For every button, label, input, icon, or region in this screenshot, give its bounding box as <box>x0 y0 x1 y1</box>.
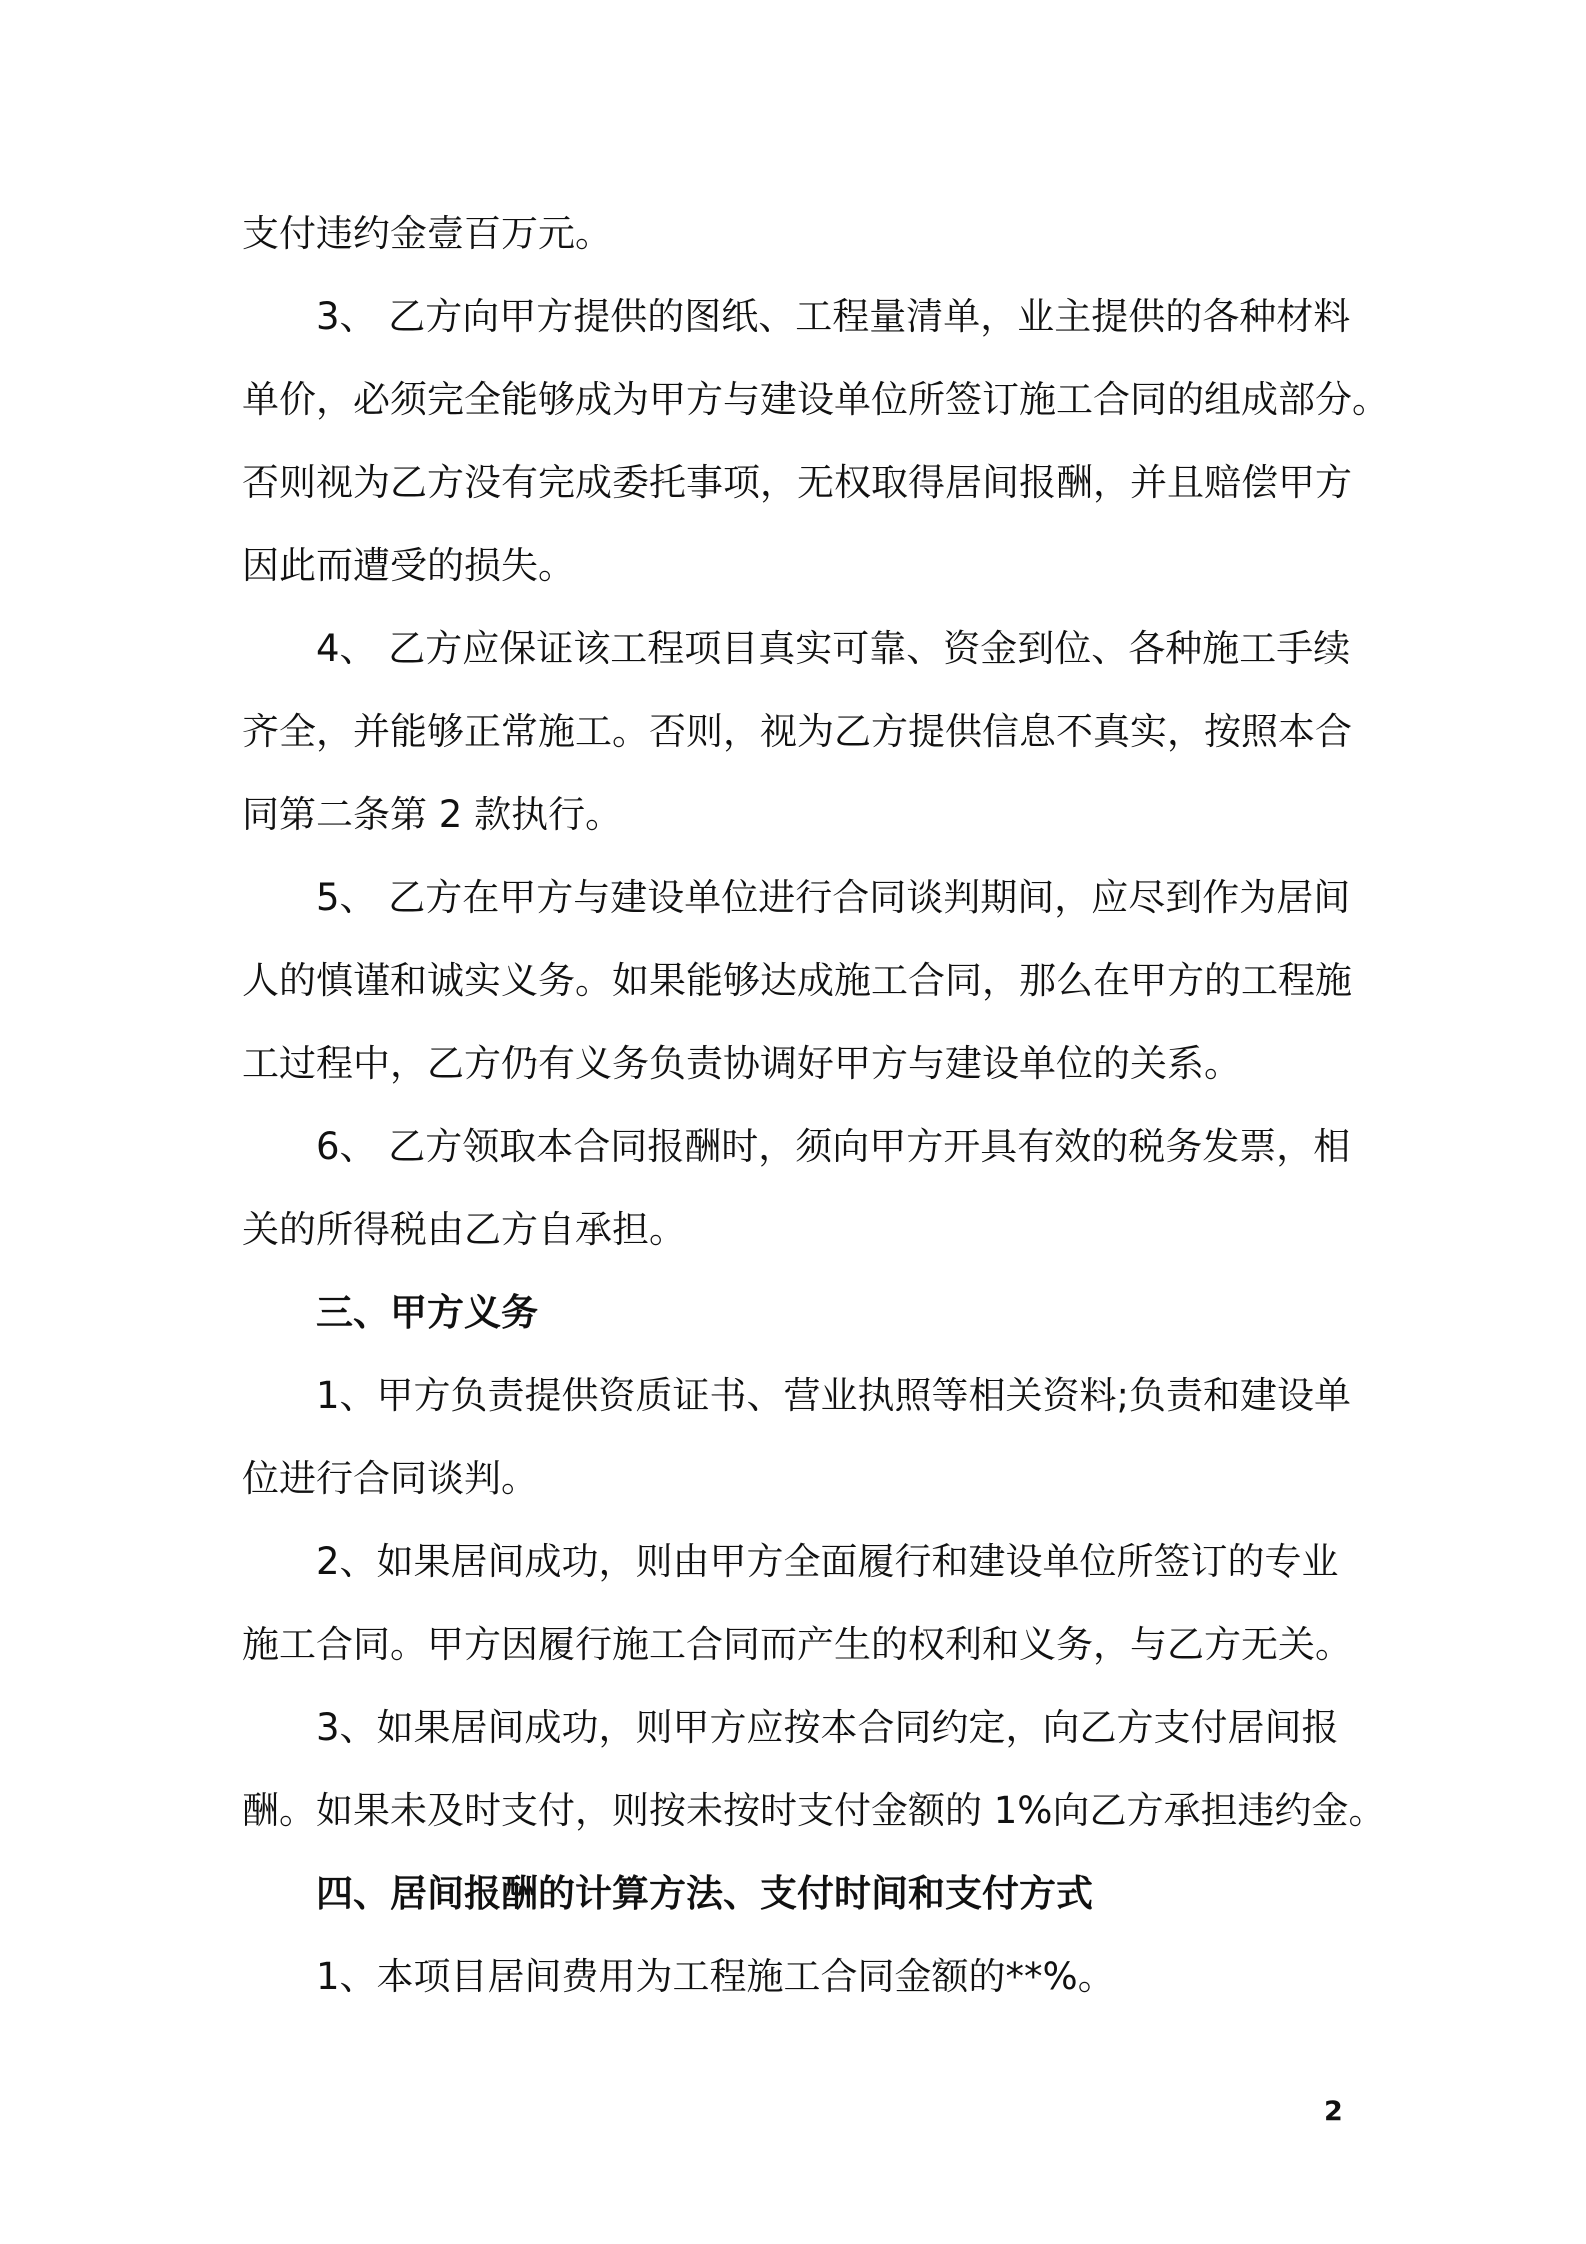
paragraph-line: 齐全，并能够正常施工。否则，视为乙方提供信息不真实，按照本合 <box>242 710 1352 753</box>
paragraph-line: 6、 乙方领取本合同报酬时，须向甲方开具有效的税务发票，相 <box>316 1125 1351 1168</box>
paragraph-line: 人的慎谨和诚实义务。如果能够达成施工合同，那么在甲方的工程施 <box>242 959 1352 1002</box>
paragraph-line: 3、 乙方向甲方提供的图纸、工程量清单，业主提供的各种材料 <box>316 295 1351 338</box>
paragraph-line: 1、本项目居间费用为工程施工合同金额的**%。 <box>316 1955 1115 1998</box>
paragraph-line: 3、如果居间成功，则甲方应按本合同约定，向乙方支付居间报 <box>316 1706 1339 1749</box>
paragraph-line: 2、如果居间成功，则由甲方全面履行和建设单位所签订的专业 <box>316 1540 1339 1583</box>
paragraph-line: 单价，必须完全能够成为甲方与建设单位所签订施工合同的组成部分。 <box>242 378 1389 421</box>
paragraph-line: 支付违约金壹百万元。 <box>242 212 612 255</box>
paragraph-line: 施工合同。甲方因履行施工合同而产生的权利和义务，与乙方无关。 <box>242 1623 1352 1666</box>
paragraph-line: 酬。如果未及时支付，则按未按时支付金额的 1%向乙方承担违约金。 <box>242 1789 1386 1832</box>
page-number: 2 <box>1324 2096 1343 2127</box>
paragraph-line: 4、 乙方应保证该工程项目真实可靠、资金到位、各种施工手续 <box>316 627 1351 670</box>
paragraph-line: 工过程中，乙方仍有义务负责协调好甲方与建设单位的关系。 <box>242 1042 1241 1085</box>
paragraph-line: 位进行合同谈判。 <box>242 1457 538 1500</box>
section-heading: 四、居间报酬的计算方法、支付时间和支付方式 <box>316 1872 1093 1915</box>
paragraph-line: 同第二条第 2 款执行。 <box>242 793 623 836</box>
paragraph-line: 5、 乙方在甲方与建设单位进行合同谈判期间，应尽到作为居间 <box>316 876 1351 919</box>
paragraph-line: 否则视为乙方没有完成委托事项，无权取得居间报酬，并且赔偿甲方 <box>242 461 1352 504</box>
paragraph-line: 1、甲方负责提供资质证书、营业执照等相关资料;负责和建设单 <box>316 1374 1352 1417</box>
paragraph-line: 因此而遭受的损失。 <box>242 544 575 587</box>
paragraph-line: 关的所得税由乙方自承担。 <box>242 1208 686 1251</box>
section-heading: 三、甲方义务 <box>316 1291 538 1334</box>
